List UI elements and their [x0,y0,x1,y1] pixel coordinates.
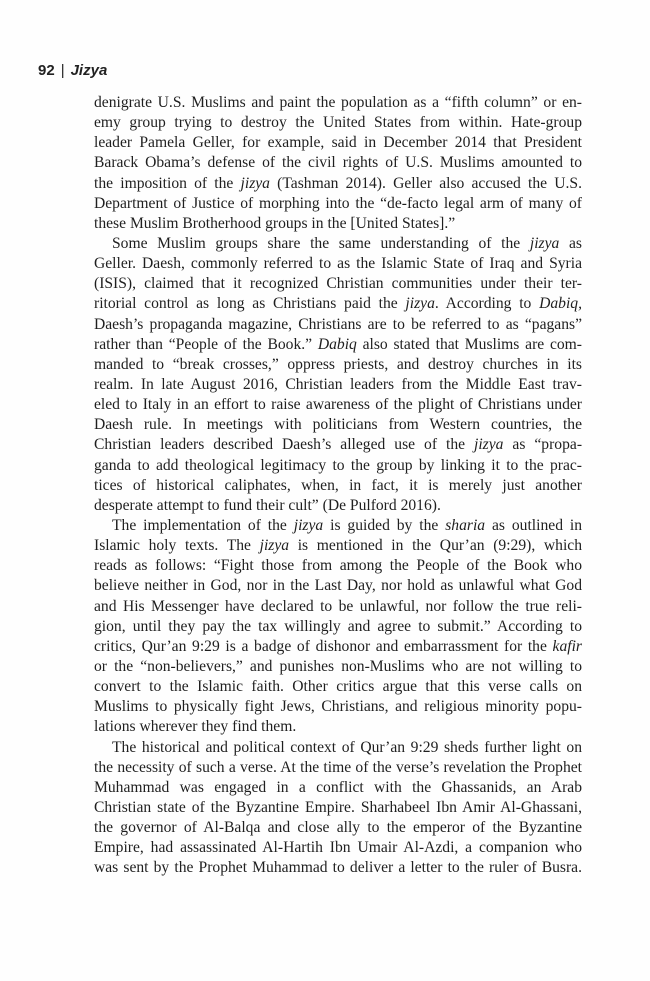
text-line [94,597,582,617]
text-segment: or the “non-believers,” and punishes non-Muslims who are not willing to [94,657,582,675]
text-line [94,738,582,758]
italic-term: jizya [474,436,504,454]
page-number: 92 [38,62,55,79]
text-segment: Daesh’s propaganda magazine, Christians are to be referred to as “pagans” [94,315,582,333]
body-text [94,93,582,878]
italic-term: jizya [405,295,435,313]
text-line [94,315,582,335]
text-segment: critics, Qur’an 9:29 is a badge of dishonor and embarrassment for the [94,637,553,655]
text-segment: Muhammad was engaged in a conflict with the Ghassanids, an Arab [94,778,582,796]
text-segment: leader Pamela Geller, for example, said in December 2014 that President [94,134,582,152]
text-line [94,838,582,858]
text-segment: tices of historical caliphates, when, in fact, it is merely just another [94,476,582,494]
text-segment: the necessity of such a verse. At the time of the verse’s revelation the Prophet [94,758,582,776]
text-segment: gion, until they pay the tax willingly and agree to submit.” According to [94,617,582,635]
text-line [94,858,582,878]
text-segment: (Tashman 2014). Geller also accused the U.S. [269,174,582,192]
text-segment: (ISIS), claimed that it recognized Christian communities under their ter- [94,275,582,293]
text-segment: realm. In late August 2016, Christian leaders from the Middle East trav- [94,375,582,393]
text-line [94,274,582,294]
text-line [94,617,582,637]
text-line [94,194,582,214]
italic-term: Dabiq, [539,295,582,313]
text-segment: desperate attempt to fund their cult” (De Pulford 2016). [94,496,441,514]
text-segment: is guided by the [323,516,446,534]
header-separator: | [60,62,65,79]
text-line [94,456,582,476]
italic-term: Dabiq [317,335,357,353]
text-segment: the imposition of the [94,174,241,192]
running-title: Jizya [70,62,108,79]
text-segment: rather than “People of the Book.” [94,335,318,353]
text-segment: Muslims to physically fight Jews, Christians, and religious minority popu- [94,698,582,716]
italic-term: jizya [240,174,270,192]
italic-term: jizya [259,537,290,555]
text-segment: Christian state of the Byzantine Empire. Sharhabeel Ibn Amir Al-Ghassani, [94,798,582,816]
running-header [38,62,107,80]
italic-term: sharia [445,516,486,534]
text-segment: and His Messenger have declared to be unlawful, nor follow the true reli- [94,597,582,615]
text-segment: Islamic holy texts. The [94,537,260,555]
text-line [94,435,582,455]
text-line [94,174,582,194]
text-segment: also stated that Muslims are com- [356,335,582,353]
text-line [94,677,582,697]
text-segment: the governor of Al-Balqa and close ally to the emperor of the Byzantine [94,819,582,837]
text-segment: believe neither in God, nor in the Last Day, nor hold as unlawful what God [94,577,582,595]
text-line [94,113,582,133]
text-segment: convert to the Islamic faith. Other critics argue that this verse calls on [94,678,582,696]
text-segment: Daesh rule. In meetings with politicians from Western countries, the [94,416,582,434]
text-line [94,375,582,395]
text-line [94,254,582,274]
text-line [94,415,582,435]
text-line [94,93,582,113]
italic-term: jizya [293,516,324,534]
text-line [94,133,582,153]
text-segment: Department of Justice of morphing into the “de-facto legal arm of many of [94,194,582,212]
text-segment: lations wherever they find them. [94,718,297,736]
text-segment: Christian leaders described Daesh’s alleged use of the [94,436,475,454]
text-segment: The historical and political context of Qur’an 9:29 sheds further light on [112,738,582,756]
text-segment: ganda to add theological legitimacy to the group by linking it to the prac- [94,456,582,474]
text-segment: these Muslim Brotherhood groups in the [United States].” [94,214,456,232]
text-line [94,778,582,798]
text-segment: Barack Obama’s defense of the civil rights of U.S. Muslims amounted to [94,154,582,172]
text-line [94,556,582,576]
text-line [94,395,582,415]
text-line [94,717,582,737]
text-segment: Some Muslim groups share the same understanding of the [112,234,530,252]
text-segment: manded to “break crosses,” oppress priests, and destroy churches in its [94,355,582,373]
text-line [94,637,582,657]
text-segment: ritorial control as long as Christians paid the [94,295,406,313]
text-segment: denigrate U.S. Muslims and paint the population as a “fifth column” or en- [94,94,582,111]
text-segment: Empire, had assassinated Al-Hartih Ibn Umair Al-Azdi, a companion who [94,839,582,857]
text-line [94,818,582,838]
text-segment: is mentioned in the Qur’an (9:29), which [289,537,582,555]
text-line [94,758,582,778]
text-segment: The implementation of the [112,516,294,534]
text-line [94,496,582,516]
text-line [94,153,582,173]
text-segment: as [559,234,583,252]
text-segment: eled to Italy in an effort to raise awareness of the plight of Christians under [94,396,582,414]
text-line [94,576,582,596]
text-segment: . According to [434,295,540,313]
text-line [94,294,582,314]
text-line [94,214,582,234]
text-line [94,234,582,254]
text-line [94,697,582,717]
italic-term: kafir [552,637,582,655]
text-line [94,657,582,677]
text-line [94,536,582,556]
text-line [94,335,582,355]
text-line [94,355,582,375]
text-line [94,798,582,818]
text-line [94,516,582,536]
text-segment: reads as follows: “Fight those from among the People of the Book who [94,557,582,575]
text-line [94,476,582,496]
text-segment: was sent by the Prophet Muhammad to deliver a letter to the ruler of Busra. [94,859,582,877]
italic-term: jizya [529,234,560,252]
text-segment: as outlined in [485,516,583,534]
text-segment: Geller. Daesh, commonly referred to as the Islamic State of Iraq and Syria [94,255,582,273]
text-segment: as “propa- [503,436,583,454]
text-segment: emy group trying to destroy the United States from within. Hate-group [94,114,582,132]
